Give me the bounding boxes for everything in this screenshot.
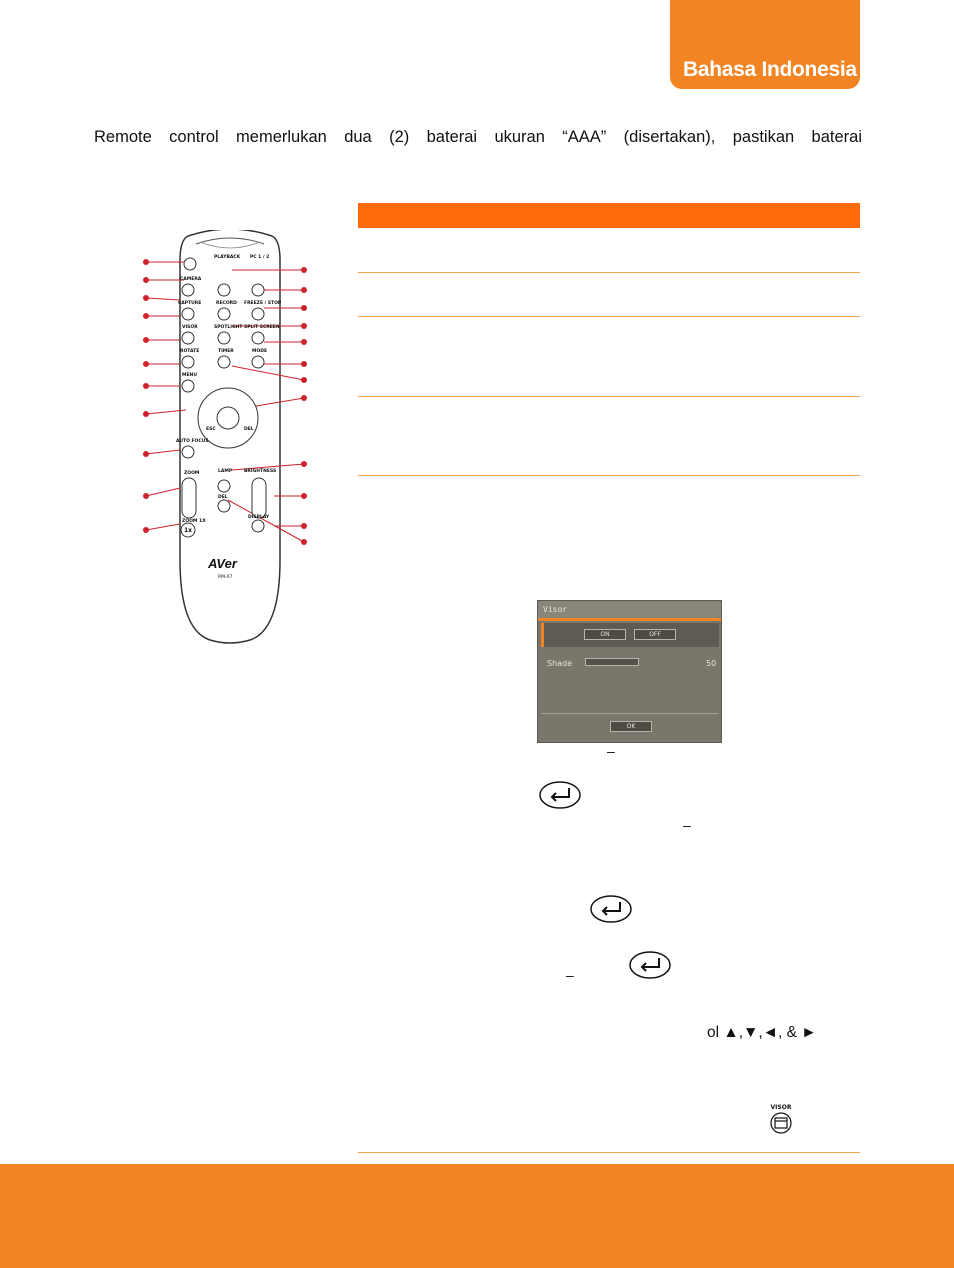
remote-label-playback: PLAYBACK <box>214 255 241 260</box>
visor-button-icon <box>766 1102 796 1138</box>
visor-dialog-accent-strip <box>538 618 721 621</box>
remote-label-del-nav: DEL <box>244 427 254 432</box>
language-tab-label: Bahasa Indonesia <box>683 58 857 81</box>
remote-label-mode: MODE <box>252 349 268 354</box>
remote-model: RM-X7 <box>218 575 233 580</box>
dash-1: – <box>607 743 615 759</box>
visor-dialog-title: Visor <box>538 601 721 618</box>
remote-brand: AVer <box>208 556 237 571</box>
remote-label-one-x: 1x <box>184 527 193 534</box>
remote-label-display: DISPLAY <box>248 515 270 520</box>
visor-dialog-separator <box>541 713 718 714</box>
visor-icon-label: VISOR <box>770 1104 792 1111</box>
table-rule-1 <box>358 272 860 273</box>
remote-label-capture: CAPTURE <box>178 301 202 306</box>
enter-arrow-icon <box>589 894 633 924</box>
visor-ok-button[interactable]: OK <box>610 721 652 732</box>
remote-label-visor: VISOR <box>182 325 198 330</box>
visor-shade-slider[interactable] <box>585 658 639 666</box>
arrow-keys-text: ol ▲,▼,◄, & ► <box>707 1024 817 1041</box>
visor-shade-value: 50 <box>706 659 717 668</box>
enter-arrow-icon <box>628 950 672 980</box>
dash-2: – <box>683 817 691 833</box>
remote-label-esc: ESC <box>206 427 216 432</box>
footer-band <box>0 1164 954 1268</box>
remote-label-timer: TIMER <box>218 349 234 354</box>
remote-label-del: DEL <box>218 495 228 500</box>
table-rule-5 <box>358 1152 860 1153</box>
intro-paragraph: Remote control memerlukan dua (2) baterai ukuran “AAA” (disertakan), pastikan baterai <box>94 128 862 146</box>
visor-off-button[interactable]: OFF <box>634 629 676 640</box>
visor-shade-label: Shade <box>547 659 573 668</box>
table-rule-3 <box>358 396 860 397</box>
visor-dialog <box>537 600 722 743</box>
remote-label-rotate: ROTATE <box>180 349 200 354</box>
remote-label-split: SPLIT SCREEN <box>244 325 280 330</box>
table-header-bar <box>358 203 860 228</box>
remote-label-zoom: ZOOM <box>184 471 200 476</box>
visor-dialog-toggle-row <box>541 623 719 647</box>
table-rule-4 <box>358 475 860 476</box>
remote-label-autofocus: AUTO FOCUS <box>176 439 209 444</box>
remote-label-spotlight: SPOTLIGHT <box>214 325 243 330</box>
remote-label-zoom1x: ZOOM 1X <box>182 519 206 524</box>
remote-label-brightness: BRIGHTNESS <box>244 469 277 474</box>
remote-label-menu: MENU <box>182 373 197 378</box>
remote-label-camera: CAMERA <box>180 277 202 282</box>
remote-label-lamp: LAMP <box>218 469 233 474</box>
visor-on-button[interactable]: ON <box>584 629 626 640</box>
dash-3: – <box>566 967 574 983</box>
remote-control-illustration <box>140 230 320 650</box>
enter-arrow-icon <box>538 780 582 810</box>
remote-label-pc: PC 1 / 2 <box>250 255 270 260</box>
table-rule-2 <box>358 316 860 317</box>
language-tab <box>670 0 860 89</box>
remote-label-freeze: FREEZE / STOP <box>244 301 282 306</box>
remote-label-record: RECORD <box>216 301 237 306</box>
